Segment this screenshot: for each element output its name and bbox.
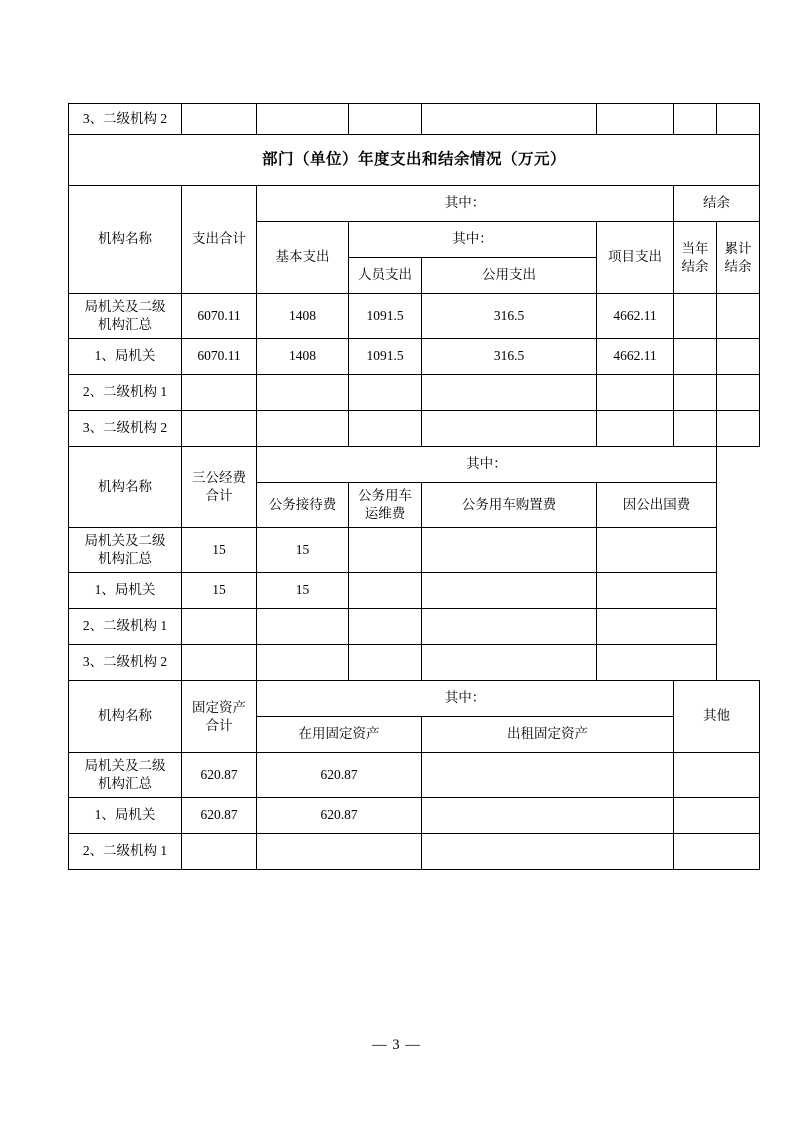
header-public-expenditure: 公用支出 bbox=[422, 258, 597, 294]
table-header-row bbox=[69, 447, 760, 483]
org-name-cell: 1、局机关 bbox=[69, 798, 182, 834]
header-reception-fee: 公务接待费 bbox=[257, 483, 349, 528]
header-org-name: 机构名称 bbox=[69, 681, 182, 753]
table-row bbox=[69, 834, 760, 870]
value-public bbox=[422, 411, 597, 447]
value-leased-assets bbox=[422, 834, 674, 870]
value-project bbox=[597, 375, 674, 411]
value-vehicle-purchase bbox=[422, 645, 597, 681]
value-reception: 15 bbox=[257, 528, 349, 573]
header-among-which-2: 其中： bbox=[349, 222, 597, 258]
value-personnel: 1091.5 bbox=[349, 294, 422, 339]
header-overseas-travel-fee: 因公出国费 bbox=[597, 483, 717, 528]
org-name-cell: 3、二级机构 2 bbox=[69, 104, 182, 135]
empty-cell bbox=[182, 104, 257, 135]
value-vehicle-operation bbox=[349, 645, 422, 681]
value-other-assets bbox=[674, 753, 760, 798]
value-public bbox=[422, 375, 597, 411]
header-personnel-expenditure: 人员支出 bbox=[349, 258, 422, 294]
value-overseas bbox=[597, 573, 717, 609]
header-org-name: 机构名称 bbox=[69, 186, 182, 294]
value-accumulated-balance bbox=[717, 411, 760, 447]
empty-cell bbox=[422, 104, 597, 135]
value-three-public-total: 15 bbox=[182, 573, 257, 609]
budget-table bbox=[68, 103, 760, 870]
header-other: 其他 bbox=[674, 681, 760, 753]
value-project bbox=[597, 411, 674, 447]
empty-cell bbox=[257, 104, 349, 135]
table-row bbox=[69, 645, 760, 681]
section-title-row bbox=[69, 135, 760, 186]
header-in-use-assets: 在用固定资产 bbox=[257, 717, 422, 753]
value-current-balance bbox=[674, 339, 717, 375]
org-name-cell: 1、局机关 bbox=[69, 573, 182, 609]
value-project: 4662.11 bbox=[597, 294, 674, 339]
header-current-year-balance: 当年 结余 bbox=[674, 222, 717, 294]
value-leased-assets bbox=[422, 798, 674, 834]
org-name-cell: 1、局机关 bbox=[69, 339, 182, 375]
value-fixed-assets-total: 620.87 bbox=[182, 753, 257, 798]
value-three-public-total bbox=[182, 645, 257, 681]
value-personnel bbox=[349, 411, 422, 447]
table-row bbox=[69, 375, 760, 411]
value-basic: 1408 bbox=[257, 294, 349, 339]
value-vehicle-operation bbox=[349, 528, 422, 573]
value-three-public-total bbox=[182, 609, 257, 645]
value-vehicle-operation bbox=[349, 609, 422, 645]
value-accumulated-balance bbox=[717, 294, 760, 339]
header-vehicle-purchase-fee: 公务用车购置费 bbox=[422, 483, 597, 528]
value-in-use-assets: 620.87 bbox=[257, 753, 422, 798]
table-row bbox=[69, 753, 760, 798]
header-fixed-assets-total: 固定资产 合计 bbox=[182, 681, 257, 753]
org-name-cell: 2、二级机构 1 bbox=[69, 834, 182, 870]
header-balance: 结余 bbox=[674, 186, 760, 222]
header-total-expenditure: 支出合计 bbox=[182, 186, 257, 294]
table-row bbox=[69, 294, 760, 339]
value-overseas bbox=[597, 528, 717, 573]
value-total: 6070.11 bbox=[182, 339, 257, 375]
value-other-assets bbox=[674, 798, 760, 834]
value-total: 6070.11 bbox=[182, 294, 257, 339]
table-header-row bbox=[69, 681, 760, 717]
org-name-cell: 局机关及二级 机构汇总 bbox=[69, 753, 182, 798]
value-reception bbox=[257, 645, 349, 681]
org-name-cell: 3、二级机构 2 bbox=[69, 645, 182, 681]
empty-cell bbox=[717, 104, 760, 135]
org-name-cell: 3、二级机构 2 bbox=[69, 411, 182, 447]
table-header-row bbox=[69, 186, 760, 222]
value-public: 316.5 bbox=[422, 294, 597, 339]
value-vehicle-operation bbox=[349, 573, 422, 609]
value-basic: 1408 bbox=[257, 339, 349, 375]
value-in-use-assets: 620.87 bbox=[257, 798, 422, 834]
value-fixed-assets-total: 620.87 bbox=[182, 798, 257, 834]
value-leased-assets bbox=[422, 753, 674, 798]
value-vehicle-purchase bbox=[422, 573, 597, 609]
value-project: 4662.11 bbox=[597, 339, 674, 375]
value-accumulated-balance bbox=[717, 339, 760, 375]
value-reception: 15 bbox=[257, 573, 349, 609]
value-fixed-assets-total bbox=[182, 834, 257, 870]
value-accumulated-balance bbox=[717, 375, 760, 411]
value-vehicle-purchase bbox=[422, 528, 597, 573]
table-row bbox=[69, 411, 760, 447]
header-among-which: 其中： bbox=[257, 447, 717, 483]
header-vehicle-operation-fee: 公务用车 运维费 bbox=[349, 483, 422, 528]
value-total bbox=[182, 375, 257, 411]
header-leased-assets: 出租固定资产 bbox=[422, 717, 674, 753]
empty-cell bbox=[674, 104, 717, 135]
page-number: — 3 — bbox=[372, 1037, 421, 1053]
value-personnel: 1091.5 bbox=[349, 339, 422, 375]
value-reception bbox=[257, 609, 349, 645]
value-current-balance bbox=[674, 375, 717, 411]
value-personnel bbox=[349, 375, 422, 411]
org-name-cell: 局机关及二级 机构汇总 bbox=[69, 528, 182, 573]
value-in-use-assets bbox=[257, 834, 422, 870]
table-row bbox=[69, 798, 760, 834]
value-basic bbox=[257, 375, 349, 411]
header-among-which-1: 其中： bbox=[257, 186, 674, 222]
table-row bbox=[69, 573, 760, 609]
value-basic bbox=[257, 411, 349, 447]
value-other-assets bbox=[674, 834, 760, 870]
empty-cell bbox=[349, 104, 422, 135]
header-accumulated-balance: 累计 结余 bbox=[717, 222, 760, 294]
table-row bbox=[69, 104, 760, 135]
value-current-balance bbox=[674, 411, 717, 447]
value-overseas bbox=[597, 645, 717, 681]
org-name-cell: 局机关及二级 机构汇总 bbox=[69, 294, 182, 339]
value-overseas bbox=[597, 609, 717, 645]
header-basic-expenditure: 基本支出 bbox=[257, 222, 349, 294]
value-public: 316.5 bbox=[422, 339, 597, 375]
value-three-public-total: 15 bbox=[182, 528, 257, 573]
org-name-cell: 2、二级机构 1 bbox=[69, 375, 182, 411]
table-row bbox=[69, 339, 760, 375]
table-row bbox=[69, 528, 760, 573]
value-vehicle-purchase bbox=[422, 609, 597, 645]
table-row bbox=[69, 609, 760, 645]
header-project-expenditure: 项目支出 bbox=[597, 222, 674, 294]
header-among-which: 其中： bbox=[257, 681, 674, 717]
header-org-name: 机构名称 bbox=[69, 447, 182, 528]
header-three-public-total: 三公经费 合计 bbox=[182, 447, 257, 528]
org-name-cell: 2、二级机构 1 bbox=[69, 609, 182, 645]
value-current-balance bbox=[674, 294, 717, 339]
empty-cell bbox=[597, 104, 674, 135]
section-title-expenditure: 部门（单位）年度支出和结余情况（万元） bbox=[69, 135, 760, 186]
value-total bbox=[182, 411, 257, 447]
